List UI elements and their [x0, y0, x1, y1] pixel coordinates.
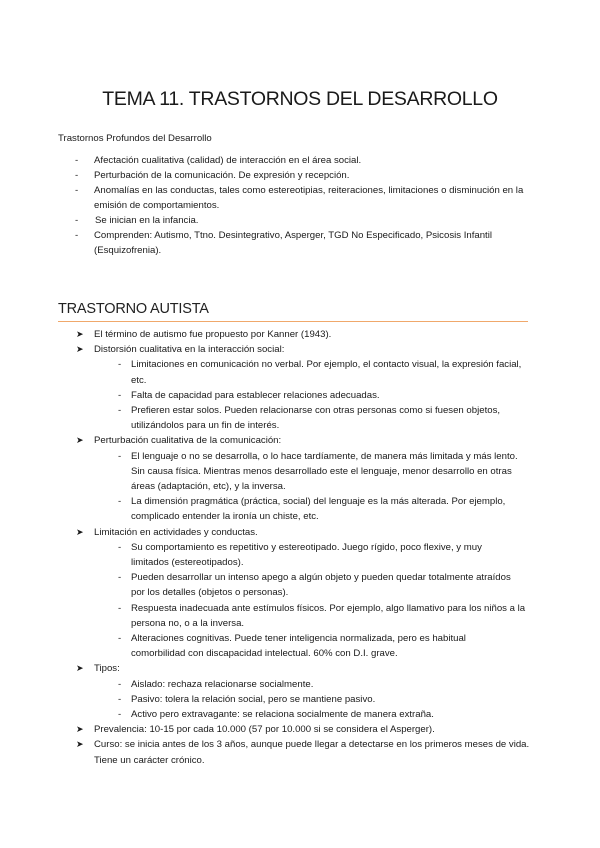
- page-title: [0, 88, 600, 111]
- arrow-bullet-icon: ➤: [76, 329, 84, 339]
- sub-point-text: La dimensión pragmática (práctica, social) del lenguaje es la más alterada. Por ejemplo,: [131, 496, 506, 508]
- sub-point-text: Aislado: rechaza relacionarse socialmente.: [131, 678, 314, 690]
- sub-point-text: Prefieren estar solos. Pueden relacionarse con otras personas como si fuesen objetos,: [131, 405, 501, 416]
- sub-point-text: complicado entender la ironía un chiste, etc.: [131, 511, 319, 523]
- section-title: TRASTORNO AUTISTA: [58, 301, 209, 317]
- sub-bullet-dash: -: [118, 693, 122, 705]
- intro-heading: Trastornos Profundos del Desarrollo: [58, 133, 212, 144]
- arrow-bullet-icon: ➤: [76, 435, 84, 446]
- point-text: Limitación en actividades y conductas.: [94, 526, 258, 538]
- bullet-dash: -: [75, 155, 79, 166]
- sub-point-text: Sin causa física. Mientras menos desarrollado este el lenguaje, menor desarrollo en otras: [131, 465, 512, 477]
- sub-bullet-dash: -: [118, 602, 122, 614]
- intro-item-text: Afectación cualitativa (calidad) de interacción en el área social.: [94, 155, 362, 166]
- sub-point-text: áreas (adaptación, etc), y la inversa.: [131, 481, 286, 492]
- bullet-dash: -: [75, 185, 79, 196]
- intro-item-text: emisión de comportamientos.: [94, 200, 220, 211]
- sub-point-text: Alteraciones cognitivas. Puede tener inteligencia normalizada, pero es habitual: [131, 633, 466, 644]
- sub-bullet-dash: -: [118, 633, 122, 644]
- intro-item-text: Comprenden: Autismo, Ttno. Desintegrativo, Asperger, TGD No Especificado, Psicosis Infantil: [94, 230, 492, 241]
- sub-point-text: Pasivo: tolera la relación social, pero se mantiene pasivo.: [131, 693, 376, 705]
- point-text: Prevalencia: 10-15 por cada 10.000 (57 por 10.000 si se considera el Asperger).: [94, 724, 435, 736]
- sub-point-text: Pueden desarrollar un intenso apego a algún objeto y pueden quedar totalmente atraídos: [131, 572, 511, 584]
- sub-bullet-dash: -: [118, 389, 122, 401]
- sub-bullet-dash: -: [118, 709, 122, 720]
- sub-point-text: Activo pero extravagante: se relaciona socialmente de manera extraña.: [131, 709, 434, 720]
- sub-point-text: persona no, o a la inversa.: [131, 617, 245, 629]
- bullet-dash: -: [75, 170, 79, 181]
- intro-item-text: Se inician en la infancia.: [95, 215, 199, 226]
- sub-point-text: limitados (estereotipados).: [131, 557, 244, 568]
- point-text: Tipos:: [94, 663, 120, 675]
- sub-point-text: Su comportamiento es repetitivo y estereotipado. Juego rígido, poco flexive, y muy: [131, 541, 482, 553]
- title-text: TRASTORNOS DEL DESARROLLO: [184, 88, 498, 110]
- bullet-dash: -: [75, 230, 79, 241]
- section-divider: [58, 321, 528, 322]
- title-number: TEMA 11.: [102, 88, 185, 110]
- sub-point-text: Respuesta inadecuada ante estímulos físicos. Por ejemplo, algo llamativo para los niños a la: [131, 602, 526, 614]
- sub-bullet-dash: -: [118, 541, 122, 553]
- point-text: Perturbación cualitativa de la comunicación:: [94, 435, 282, 447]
- point-text: Curso: se inicia antes de los 3 años, aunque puede llegar a detectarse en los primeros meses de vida.: [94, 739, 530, 751]
- sub-point-text: utilizándolos para un fin de interés.: [131, 420, 280, 432]
- sub-point-text: Falta de capacidad para establecer relaciones adecuadas.: [131, 389, 380, 401]
- sub-bullet-dash: -: [118, 496, 122, 508]
- point-text: El término de autismo fue propuesto por Kanner (1943).: [94, 329, 332, 340]
- intro-item-text: Anomalías en las conductas, tales como estereotipias, reiteraciones, limitaciones o disminución en la: [94, 185, 524, 196]
- sub-bullet-dash: -: [118, 359, 122, 371]
- intro-item-text: (Esquizofrenia).: [94, 245, 162, 256]
- intro-item-text: Perturbación de la comunicación. De expresión y recepción.: [94, 170, 350, 181]
- sub-point-text: comorbilidad con discapacidad intelectual. 60% con D.I. grave.: [131, 648, 398, 660]
- sub-bullet-dash: -: [118, 678, 122, 690]
- arrow-bullet-icon: ➤: [76, 526, 84, 537]
- point-text: Tiene un carácter crónico.: [94, 754, 205, 766]
- sub-bullet-dash: -: [118, 405, 122, 416]
- sub-bullet-dash: -: [118, 572, 122, 584]
- arrow-bullet-icon: ➤: [76, 344, 84, 355]
- arrow-bullet-icon: ➤: [76, 663, 84, 674]
- arrow-bullet-icon: ➤: [76, 724, 84, 735]
- sub-point-text: etc.: [131, 374, 147, 386]
- sub-point-text: por los detalles (objetos o personas).: [131, 587, 289, 599]
- point-text: Distorsión cualitativa en la interacción social:: [94, 344, 285, 356]
- sub-point-text: Limitaciones en comunicación no verbal. Por ejemplo, el contacto visual, la expresión facial,: [131, 359, 522, 371]
- sub-bullet-dash: -: [118, 450, 122, 462]
- bullet-dash: -: [75, 215, 79, 226]
- sub-point-text: El lenguaje o no se desarrolla, o lo hace tardíamente, de manera más limitada y más lento.: [131, 450, 518, 462]
- arrow-bullet-icon: ➤: [76, 739, 84, 750]
